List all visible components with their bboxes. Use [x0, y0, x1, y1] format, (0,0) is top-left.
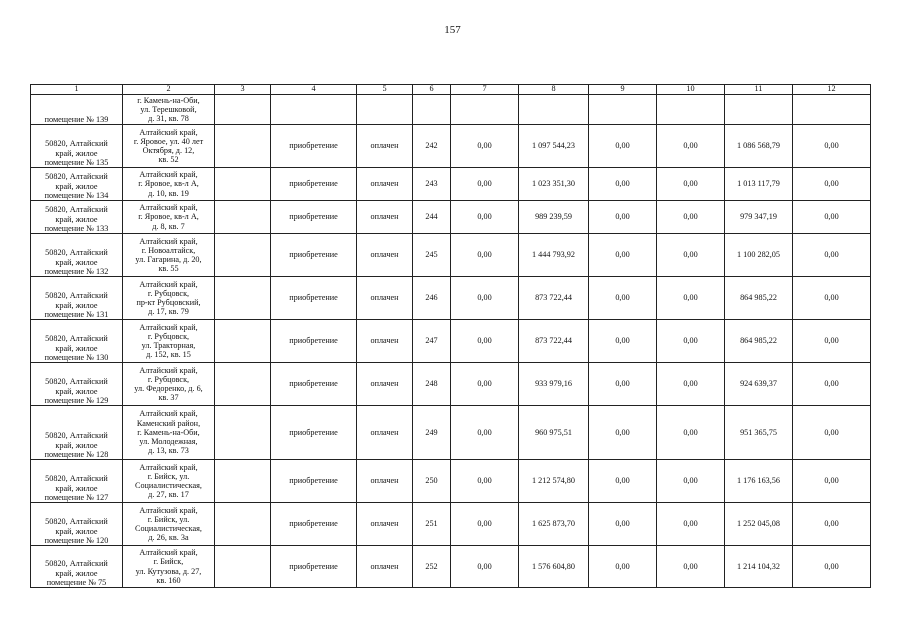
cell-col-11: 951 365,75	[725, 406, 793, 460]
cell-line: д. 10, кв. 19	[148, 188, 189, 198]
cell-line: д. 31, кв. 78	[148, 114, 189, 124]
cell-col-4: приобретение	[271, 168, 357, 201]
cell-line: д. 17, кв. 79	[148, 307, 189, 317]
cell-line: край, жилое	[55, 568, 98, 578]
cell-col-12: 0,00	[793, 168, 871, 201]
cell-col-12: 0,00	[793, 503, 871, 546]
cell-col-3	[215, 460, 271, 503]
cell-col-3	[215, 363, 271, 406]
cell-col-2	[123, 95, 215, 125]
cell-col-4: приобретение	[271, 406, 357, 460]
cell-col-6: 250	[413, 460, 451, 503]
cell-col-10: 0,00	[657, 546, 725, 588]
table-row	[31, 503, 871, 546]
cell-col-3	[215, 201, 271, 234]
cell-col-3	[215, 234, 271, 277]
cell-col-5: оплачен	[357, 168, 413, 201]
cell-col-9: 0,00	[589, 125, 657, 168]
cell-col-9: 0,00	[589, 201, 657, 234]
cell-col-11: 979 347,19	[725, 201, 793, 234]
table-row	[31, 168, 871, 201]
cell-line: Алтайский край,	[139, 365, 198, 375]
cell-line: 50820, Алтайский	[45, 291, 108, 301]
cell-col-3	[215, 546, 271, 588]
cell-line: пр-кт Рубцовский,	[136, 298, 201, 307]
cell-line: помещение № 132	[44, 266, 109, 276]
cell-col-3	[215, 277, 271, 320]
cell-col-1	[31, 201, 123, 234]
cell-col-8: 989 239,59	[519, 201, 589, 234]
cell-col-8: 873 722,44	[519, 277, 589, 320]
cell-col-6: 243	[413, 168, 451, 201]
cell-col-4: приобретение	[271, 546, 357, 588]
cell-col-7: 0,00	[451, 168, 519, 201]
cell-col-11: 864 985,22	[725, 320, 793, 363]
cell-col-10: 0,00	[657, 277, 725, 320]
cell-line: г. Яровое, ул. 40 лет	[133, 136, 204, 146]
table-row	[31, 277, 871, 320]
cell-col-5: оплачен	[357, 125, 413, 168]
cell-col-7: 0,00	[451, 363, 519, 406]
cell-col-10: 0,00	[657, 125, 725, 168]
cell-col-5: оплачен	[357, 201, 413, 234]
column-header-5: 5	[357, 85, 413, 95]
cell-col-2	[123, 125, 215, 168]
cell-line: помещение № 130	[44, 352, 109, 362]
cell-col-12: 0,00	[793, 546, 871, 588]
cell-col-4: приобретение	[271, 201, 357, 234]
cell-line: ул. Федоренко, д. 6,	[134, 384, 203, 393]
cell-line: г. Камень-на-Оби,	[137, 427, 200, 437]
cell-line: г. Рубцовск,	[147, 374, 190, 384]
cell-col-2	[123, 201, 215, 234]
cell-col-7	[451, 95, 519, 125]
cell-line: помещение № 129	[44, 395, 109, 405]
cell-col-6: 248	[413, 363, 451, 406]
cell-line: д. 26, кв. 3а	[148, 533, 189, 543]
cell-line: край, жилое	[55, 440, 98, 450]
cell-col-11: 1 013 117,79	[725, 168, 793, 201]
column-header-2: 2	[123, 85, 215, 95]
cell-col-2	[123, 234, 215, 277]
cell-line: Алтайский край,	[139, 127, 198, 137]
cell-line: Алтайский край,	[139, 170, 198, 180]
column-header-7: 7	[451, 85, 519, 95]
cell-col-11: 924 639,37	[725, 363, 793, 406]
cell-line: край, жилое	[55, 343, 98, 353]
cell-line: помещение № 128	[44, 449, 109, 459]
cell-col-5: оплачен	[357, 320, 413, 363]
cell-line: 50820, Алтайский	[45, 139, 108, 149]
cell-line: 50820, Алтайский	[45, 474, 108, 484]
column-header-12: 12	[793, 85, 871, 95]
cell-col-8	[519, 95, 589, 125]
cell-col-7: 0,00	[451, 277, 519, 320]
cell-line: край, жилое	[55, 300, 98, 310]
cell-line: ул. Терешковой,	[140, 104, 197, 114]
cell-line: Октября, д. 12,	[142, 146, 195, 155]
cell-line: помещение № 134	[44, 190, 109, 200]
cell-col-7: 0,00	[451, 546, 519, 588]
cell-line: 50820, Алтайский	[45, 377, 108, 387]
cell-col-10: 0,00	[657, 363, 725, 406]
cell-col-5: оплачен	[357, 234, 413, 277]
cell-col-11: 1 100 282,05	[725, 234, 793, 277]
header-row	[31, 85, 871, 95]
table-row	[31, 320, 871, 363]
cell-col-12: 0,00	[793, 277, 871, 320]
cell-col-8: 1 097 544,23	[519, 125, 589, 168]
cell-line: г. Бийск, ул.	[147, 471, 190, 481]
cell-col-8: 1 444 793,92	[519, 234, 589, 277]
cell-line: ул. Гагарина, д. 20,	[135, 255, 202, 264]
cell-col-1	[31, 168, 123, 201]
cell-line: г. Яровое, кв-л А,	[138, 212, 199, 222]
cell-col-9	[589, 95, 657, 125]
cell-col-5: оплачен	[357, 406, 413, 460]
cell-col-10: 0,00	[657, 234, 725, 277]
cell-line: 50820, Алтайский	[45, 205, 108, 215]
cell-col-7: 0,00	[451, 460, 519, 503]
cell-line: д. 8, кв. 7	[152, 221, 185, 231]
cell-col-6: 252	[413, 546, 451, 588]
table-row	[31, 234, 871, 277]
cell-col-4: приобретение	[271, 125, 357, 168]
cell-line: ул. Кутузова, д. 27,	[135, 566, 202, 576]
cell-col-8: 1 212 574,80	[519, 460, 589, 503]
cell-col-2	[123, 460, 215, 503]
cell-col-5: оплачен	[357, 503, 413, 546]
cell-col-2	[123, 277, 215, 320]
cell-col-9: 0,00	[589, 546, 657, 588]
cell-line: г. Яровое, кв-л А,	[138, 179, 199, 189]
cell-line: Алтайский край,	[139, 409, 198, 419]
cell-line: край, жилое	[55, 181, 98, 191]
cell-col-7: 0,00	[451, 125, 519, 168]
cell-col-1	[31, 546, 123, 588]
cell-col-9: 0,00	[589, 460, 657, 503]
cell-col-3	[215, 125, 271, 168]
cell-col-10: 0,00	[657, 168, 725, 201]
cell-col-2	[123, 503, 215, 546]
table-row	[31, 95, 871, 125]
cell-col-4: приобретение	[271, 234, 357, 277]
cell-line: г. Рубцовск,	[147, 288, 190, 298]
cell-col-5: оплачен	[357, 460, 413, 503]
cell-line: помещение № 131	[44, 309, 109, 319]
cell-col-12: 0,00	[793, 363, 871, 406]
cell-col-8: 1 576 604,80	[519, 546, 589, 588]
cell-line: край, жилое	[55, 386, 98, 396]
page-number: 157	[444, 24, 461, 36]
column-header-8: 8	[519, 85, 589, 95]
cell-col-1	[31, 234, 123, 277]
cell-col-1	[31, 363, 123, 406]
cell-line: край, жилое	[55, 257, 98, 267]
cell-col-5	[357, 95, 413, 125]
cell-col-8: 1 023 351,30	[519, 168, 589, 201]
cell-line: 50820, Алтайский	[45, 334, 108, 344]
cell-line: край, жилое	[55, 483, 98, 493]
cell-col-9: 0,00	[589, 320, 657, 363]
column-header-3: 3	[215, 85, 271, 95]
cell-col-4: приобретение	[271, 277, 357, 320]
cell-line: Социалистическая,	[135, 481, 202, 490]
column-header-9: 9	[589, 85, 657, 95]
cell-col-1	[31, 320, 123, 363]
cell-col-9: 0,00	[589, 168, 657, 201]
cell-col-4: приобретение	[271, 460, 357, 503]
column-header-6: 6	[413, 85, 451, 95]
column-header-1: 1	[31, 85, 123, 95]
cell-col-12: 0,00	[793, 125, 871, 168]
cell-col-1	[31, 125, 123, 168]
cell-col-10: 0,00	[657, 201, 725, 234]
cell-col-7: 0,00	[451, 406, 519, 460]
cell-line: помещение № 133	[44, 223, 109, 233]
cell-col-1	[31, 277, 123, 320]
cell-line: край, жилое	[55, 148, 98, 158]
cell-col-2	[123, 546, 215, 588]
cell-col-7: 0,00	[451, 320, 519, 363]
cell-col-7: 0,00	[451, 201, 519, 234]
cell-col-6: 251	[413, 503, 451, 546]
table-row	[31, 546, 871, 588]
cell-line: кв. 160	[156, 575, 181, 585]
cell-line: помещение № 75	[46, 577, 107, 587]
cell-col-1	[31, 460, 123, 503]
cell-col-3	[215, 503, 271, 546]
cell-line: д. 27, кв. 17	[148, 490, 189, 500]
cell-col-1	[31, 95, 123, 125]
cell-col-12: 0,00	[793, 406, 871, 460]
cell-col-8: 960 975,51	[519, 406, 589, 460]
cell-line: г. Бийск, ул.	[147, 514, 190, 524]
cell-col-9: 0,00	[589, 503, 657, 546]
cell-line: Алтайский край,	[139, 462, 198, 472]
table-row	[31, 363, 871, 406]
cell-col-5: оплачен	[357, 277, 413, 320]
column-header-10: 10	[657, 85, 725, 95]
column-header-4: 4	[271, 85, 357, 95]
cell-col-6	[413, 95, 451, 125]
cell-line: г. Камень-на-Оби,	[137, 95, 200, 105]
cell-col-2	[123, 168, 215, 201]
cell-col-12: 0,00	[793, 234, 871, 277]
cell-col-12	[793, 95, 871, 125]
cell-col-10: 0,00	[657, 406, 725, 460]
cell-col-6: 247	[413, 320, 451, 363]
table-row	[31, 460, 871, 503]
cell-col-9: 0,00	[589, 234, 657, 277]
cell-col-6: 242	[413, 125, 451, 168]
cell-line: Каменский район,	[136, 418, 201, 428]
cell-col-12: 0,00	[793, 460, 871, 503]
cell-col-4: приобретение	[271, 320, 357, 363]
cell-col-7: 0,00	[451, 503, 519, 546]
cell-line: Алтайский край,	[139, 236, 198, 246]
cell-line: д. 152, кв. 15	[146, 350, 191, 360]
cell-col-9: 0,00	[589, 363, 657, 406]
cell-line: г. Новоалтайск,	[141, 245, 196, 255]
cell-col-9: 0,00	[589, 277, 657, 320]
cell-line: край, жилое	[55, 214, 98, 224]
cell-line: ул. Тракторная,	[141, 341, 196, 350]
cell-line: помещение № 139	[44, 114, 109, 124]
cell-line: кв. 37	[158, 393, 179, 403]
cell-line: 50820, Алтайский	[45, 172, 108, 182]
cell-line: кв. 52	[158, 155, 179, 165]
cell-col-4: приобретение	[271, 503, 357, 546]
cell-col-6: 245	[413, 234, 451, 277]
cell-line: кв. 55	[158, 264, 179, 274]
cell-line: помещение № 127	[44, 492, 109, 502]
column-header-11: 11	[725, 85, 793, 95]
cell-col-11: 1 252 045,08	[725, 503, 793, 546]
cell-col-4	[271, 95, 357, 125]
cell-line: д. 13, кв. 73	[148, 446, 189, 456]
cell-line: помещение № 135	[44, 157, 109, 167]
cell-col-8: 1 625 873,70	[519, 503, 589, 546]
cell-col-2	[123, 320, 215, 363]
property-table	[30, 84, 871, 588]
cell-col-8: 933 979,16	[519, 363, 589, 406]
cell-line: Алтайский край,	[139, 279, 198, 289]
cell-line: Алтайский край,	[139, 322, 198, 332]
cell-col-8: 873 722,44	[519, 320, 589, 363]
cell-col-11: 1 086 568,79	[725, 125, 793, 168]
cell-col-3	[215, 168, 271, 201]
cell-col-4: приобретение	[271, 363, 357, 406]
cell-col-6: 246	[413, 277, 451, 320]
table-row	[31, 125, 871, 168]
cell-line: 50820, Алтайский	[45, 517, 108, 527]
cell-col-5: оплачен	[357, 546, 413, 588]
cell-col-2	[123, 406, 215, 460]
cell-col-11: 864 985,22	[725, 277, 793, 320]
cell-col-9: 0,00	[589, 406, 657, 460]
cell-col-10: 0,00	[657, 460, 725, 503]
cell-col-10	[657, 95, 725, 125]
cell-col-1	[31, 406, 123, 460]
cell-col-11	[725, 95, 793, 125]
cell-line: помещение № 120	[44, 535, 109, 545]
cell-line: Алтайский край,	[139, 505, 198, 515]
cell-col-3	[215, 406, 271, 460]
cell-line: 50820, Алтайский	[45, 431, 108, 441]
table-row	[31, 406, 871, 460]
cell-line: Социалистическая,	[135, 524, 202, 533]
cell-col-12: 0,00	[793, 320, 871, 363]
cell-col-10: 0,00	[657, 320, 725, 363]
table-body	[31, 95, 871, 588]
cell-col-10: 0,00	[657, 503, 725, 546]
cell-line: г. Рубцовск,	[147, 331, 190, 341]
cell-line: 50820, Алтайский	[45, 248, 108, 258]
cell-line: Алтайский край,	[139, 548, 198, 558]
cell-col-7: 0,00	[451, 234, 519, 277]
table-row	[31, 201, 871, 234]
cell-line: край, жилое	[55, 526, 98, 536]
cell-col-11: 1 176 163,56	[725, 460, 793, 503]
cell-col-11: 1 214 104,32	[725, 546, 793, 588]
cell-col-5: оплачен	[357, 363, 413, 406]
cell-col-2	[123, 363, 215, 406]
cell-line: г. Бийск,	[153, 557, 184, 567]
cell-col-3	[215, 320, 271, 363]
cell-line: Алтайский край,	[139, 203, 198, 213]
cell-col-6: 244	[413, 201, 451, 234]
cell-col-6: 249	[413, 406, 451, 460]
cell-col-3	[215, 95, 271, 125]
cell-col-1	[31, 503, 123, 546]
cell-col-12: 0,00	[793, 201, 871, 234]
cell-line: 50820, Алтайский	[45, 559, 108, 569]
cell-line: ул. Молодежная,	[139, 437, 198, 447]
